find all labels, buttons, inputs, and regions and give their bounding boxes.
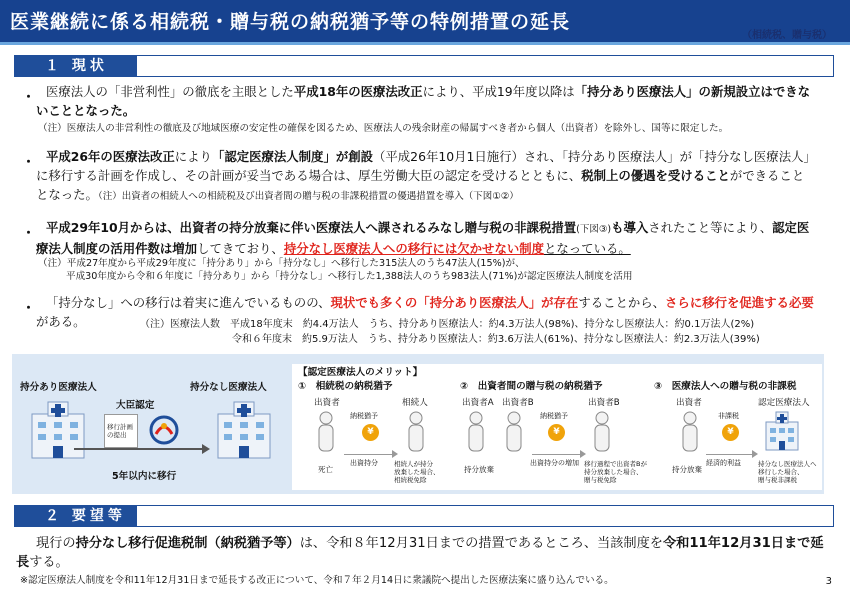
m2-yen-icon: ¥ bbox=[548, 424, 565, 441]
req-t2: 持分なし移行促進税制（納税猶予等） bbox=[75, 536, 300, 551]
m1-investor-person-icon bbox=[316, 411, 336, 453]
minister-approval-label: 大臣認定 bbox=[116, 400, 155, 411]
merit-2-title: ② 出資者間の贈与税の納税猶予 bbox=[460, 381, 603, 392]
left-from-label: 持分あり医療法人 bbox=[20, 382, 97, 393]
req-t5: する。 bbox=[29, 555, 69, 570]
m2-b-person-icon bbox=[504, 411, 524, 453]
m2-note-2: 持分放棄した場合、 bbox=[584, 468, 643, 476]
m1-investor-label: 出資者 bbox=[314, 398, 340, 408]
b2-t5: 税制上の優遇を受けること bbox=[581, 168, 730, 183]
b3-t6: してきており、 bbox=[197, 241, 284, 256]
b2-t4: （平成26年10月1日施行）され、「持分あり医療法人」が「持分なし医療法人」に移行する計画を作成し、その計画が妥当である場合は、厚生労働大臣の認定を受けるとともに、 bbox=[36, 149, 816, 183]
b1-t1: 医療法人の「非営利性」の徹底を主眼とした bbox=[46, 84, 294, 99]
m3-corp-label: 認定医療法人 bbox=[758, 398, 810, 408]
b3-t7: 持分なし医療法人への移行には欠かせない制度 bbox=[283, 241, 545, 256]
b2-t3: 「認定医療法人制度」が創設 bbox=[211, 149, 374, 164]
migration-arrow bbox=[72, 442, 212, 456]
m3-benefit-label: 経済的利益 bbox=[706, 459, 741, 467]
m3-note-1: 持分なし医療法人へ bbox=[758, 460, 817, 468]
m1-heir-label: 相続人 bbox=[402, 398, 428, 408]
merit-title: 【認定医療法人のメリット】 bbox=[298, 367, 423, 378]
section-request-label: ２ 要望等 bbox=[15, 505, 137, 527]
five-years-label: 5年以内に移行 bbox=[112, 471, 177, 482]
bullet-3-marker: ・ bbox=[22, 226, 36, 241]
m2-a-label: 出資者A bbox=[462, 398, 494, 408]
plan-submit-label: 移行計画の提出 bbox=[107, 423, 133, 439]
m3-investor-person-icon bbox=[680, 411, 700, 453]
b3-t2: (下図③) bbox=[576, 224, 612, 235]
m1-heir-person-icon bbox=[406, 411, 426, 453]
m1-yen-icon: ¥ bbox=[362, 424, 379, 441]
b3-t8: となっている。 bbox=[544, 241, 631, 256]
merit-1-title: ① 相続税の納税猶予 bbox=[298, 381, 393, 392]
b1-t2: 平成18年の医療法改正 bbox=[293, 84, 423, 99]
bullet-3-note-1: （注）平成27年度から平成29年度に「持分あり」から「持分なし」へ移行した315法人のうち47法人(15%)が、 bbox=[38, 258, 525, 269]
m3-note-2: 移行した場合、 bbox=[758, 468, 804, 476]
b4-t3: することから、 bbox=[578, 295, 666, 310]
m2-increase-label: 出資持分の増加 bbox=[530, 459, 579, 467]
m2-b2-person-icon bbox=[592, 411, 612, 453]
merit-3-title: ③ 医療法人への贈与税の非課税 bbox=[654, 381, 797, 392]
m3-hikazei-label: 非課税 bbox=[718, 412, 739, 420]
section-request-bar bbox=[14, 505, 834, 527]
m1-death-label: 死亡 bbox=[318, 465, 333, 474]
merit-diagram bbox=[12, 354, 824, 494]
bullet-4-note-1: （注）医療法人数 平成18年度末 約4.4万法人 うち、持分あり医療法人：約4.3万法人(98%)、持分なし医療法人：約0.1万法人(2%) bbox=[140, 319, 755, 330]
m2-a-person-icon bbox=[466, 411, 486, 453]
b4-t1: 「持分なし」への移行は着実に進んでいるものの、 bbox=[46, 295, 331, 310]
left-to-label: 持分なし医療法人 bbox=[190, 382, 267, 393]
m2-note-1: 移行過程で出資者Bが bbox=[584, 460, 647, 468]
m3-abandon-label: 持分放棄 bbox=[672, 465, 702, 474]
m1-note-2: 放棄した場合、 bbox=[394, 468, 440, 476]
m3-arrow bbox=[706, 454, 754, 455]
m3-hospital-icon bbox=[762, 410, 802, 452]
bullet-1-marker: ・ bbox=[22, 90, 36, 105]
b4-t4: さらに移行を促進する必要 bbox=[665, 295, 814, 310]
b4-t2: 現状でも多くの「持分あり医療法人」が存在 bbox=[330, 295, 579, 310]
m2-b2-label: 出資者B bbox=[588, 398, 620, 408]
title-stripe bbox=[0, 42, 850, 45]
bullet-1-note: （注）医療法人の非営利性の徹底及び地域医療の安定性の確保を図るため、医療法人の残余財産の帰属すべき者から個人（出資者）を除外し、国等に限定した。 bbox=[38, 123, 729, 134]
bullet-4-note-2: 令和６年度末 約5.9万法人 うち、持分あり医療法人：約3.6万法人(61%)、持分なし医療法人：約2.3万法人(39%) bbox=[232, 334, 760, 345]
m1-share-label: 出資持分 bbox=[350, 459, 378, 467]
req-t3: は、令和８年12月31日までの措置であるところ、当該制度を bbox=[299, 536, 663, 551]
m1-note-3: 相続税免除 bbox=[394, 476, 427, 484]
bullet-4-marker: ・ bbox=[22, 301, 36, 316]
b3-t3: も導入 bbox=[611, 220, 649, 235]
m2-abandon-label: 持分放棄 bbox=[464, 465, 494, 474]
m1-note-1: 相続人が持分 bbox=[394, 460, 433, 468]
req-t4: 令和11年12月31日まで延長 bbox=[16, 536, 824, 570]
bullet-1-text bbox=[36, 82, 816, 120]
merit-panel bbox=[292, 364, 822, 490]
m3-investor-label: 出資者 bbox=[676, 398, 702, 408]
b3-t5: 認定医療法人制度の活用件数は増加 bbox=[36, 220, 810, 256]
m3-note-3: 贈与税非課税 bbox=[758, 476, 797, 484]
b1-t4: 「持分あり医療法人」の新規設立はできないこととなった。 bbox=[36, 84, 811, 118]
b3-t4: されたこと等により、 bbox=[648, 220, 773, 235]
b1-t3: により、平成19年度以降は bbox=[422, 84, 575, 99]
m2-note-3: 贈与税免除 bbox=[584, 476, 617, 484]
page-number: 3 bbox=[825, 576, 832, 587]
tax-type-tag: （相続税、贈与税） bbox=[742, 30, 832, 41]
b4-t5: がある。 bbox=[36, 314, 86, 329]
req-t1: 現行の bbox=[36, 536, 76, 551]
section-current-label: １ 現状 bbox=[15, 55, 137, 77]
m2-arrow bbox=[532, 454, 582, 455]
m3-yen-icon: ¥ bbox=[722, 424, 739, 441]
request-note: ※認定医療法人制度を令和11年12月31日まで延長する改正について、令和７年２月14日に衆議院へ提出した医療法案に盛り込んでいる。 bbox=[20, 575, 614, 586]
b2-note: （注）出資者の相続人への相続税及び出資者間の贈与税の非課税措置の優遇措置を導入（下図①②） bbox=[97, 191, 519, 202]
bullet-3-note-2: 平成30年度から令和６年度に「持分あり」から「持分なし」へ移行した1,388法人のうち983法人(71%)が認定医療法人制度を活用 bbox=[66, 271, 633, 282]
bullet-2-text bbox=[36, 147, 816, 206]
m2-yuyo-label: 納税猶予 bbox=[540, 412, 568, 420]
bullet-3-text bbox=[36, 218, 816, 258]
b3-t1: 平成29年10月からは、出資者の持分放棄に伴い医療法人へ課されるみなし贈与税の非課税措置 bbox=[46, 220, 577, 235]
b2-t1: 平成26年の医療法改正 bbox=[46, 149, 175, 164]
m1-arrow bbox=[344, 454, 394, 455]
m2-b-label: 出資者B bbox=[502, 398, 534, 408]
bullet-2-marker: ・ bbox=[22, 155, 36, 170]
hospital-icon-to bbox=[212, 400, 276, 460]
page-title: 医業継続に係る相続税・贈与税の納税猶予等の特例措置の延長 bbox=[10, 11, 571, 33]
section-current-bar bbox=[14, 55, 834, 77]
b2-t6: ができることとなった。 bbox=[36, 168, 805, 202]
b2-t2: により bbox=[174, 149, 212, 164]
m1-yuyo-label: 納税猶予 bbox=[350, 412, 378, 420]
request-text bbox=[16, 534, 826, 572]
title-banner bbox=[0, 0, 850, 42]
